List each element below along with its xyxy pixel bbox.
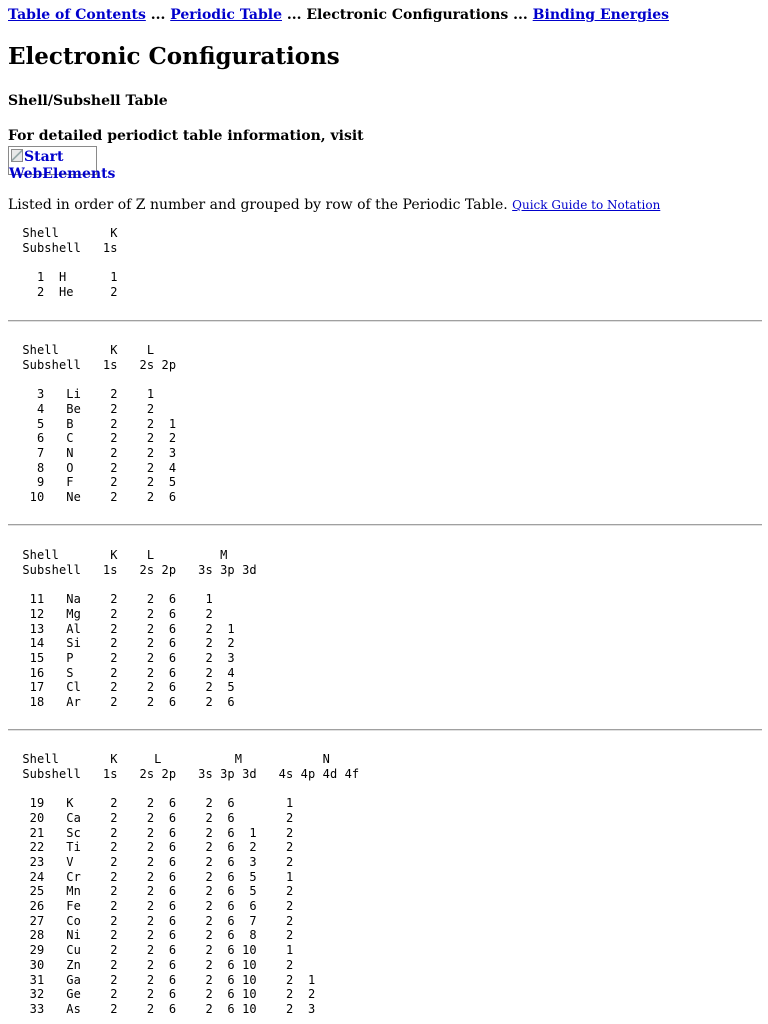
webelements-image-link[interactable] bbox=[8, 146, 116, 182]
element-row: 33 As 2 2 6 2 6 10 2 3 bbox=[15, 1001, 316, 1016]
breadcrumb-separator: ... bbox=[150, 7, 166, 23]
element-row: 6 C 2 2 2 bbox=[15, 431, 177, 446]
element-row: 19 K 2 2 6 2 6 1 bbox=[15, 796, 294, 811]
notation-guide-link[interactable]: Quick Guide to Notation bbox=[512, 198, 661, 212]
subshell-header: Subshell 1s bbox=[15, 240, 118, 255]
subshell-header: Subshell 1s 2s 2p 3s 3p 3d 4s 4p 4d 4f bbox=[15, 766, 360, 781]
element-row: 18 Ar 2 2 6 2 6 bbox=[15, 695, 235, 710]
element-row: 28 Ni 2 2 6 2 6 8 2 bbox=[15, 928, 294, 943]
element-row: 25 Mn 2 2 6 2 6 5 2 bbox=[15, 884, 294, 899]
element-row: 15 P 2 2 6 2 3 bbox=[15, 650, 235, 665]
element-row: 5 B 2 2 1 bbox=[15, 416, 177, 431]
element-row: 1 H 1 bbox=[15, 270, 118, 285]
section-divider bbox=[8, 729, 762, 731]
shell-header: Shell K bbox=[15, 226, 118, 240]
subshell-header: Subshell 1s 2s 2p bbox=[15, 357, 177, 372]
element-row: 27 Co 2 2 6 2 6 7 2 bbox=[15, 913, 294, 928]
element-row: 2 He 2 bbox=[15, 284, 118, 299]
element-row: 26 Fe 2 2 6 2 6 6 2 bbox=[15, 899, 294, 914]
element-row: 3 Li 2 1 bbox=[15, 387, 155, 402]
element-row: 20 Ca 2 2 6 2 6 2 bbox=[15, 810, 294, 825]
breadcrumb bbox=[8, 7, 669, 23]
element-row: 22 Ti 2 2 6 2 6 2 2 bbox=[15, 840, 294, 855]
page-subtitle: Shell/Subshell Table bbox=[8, 93, 168, 109]
element-row: 7 N 2 2 3 bbox=[15, 445, 177, 460]
page-title: Electronic Configurations bbox=[8, 43, 340, 70]
shell-header: Shell K L bbox=[15, 343, 155, 357]
element-row: 31 Ga 2 2 6 2 6 10 2 1 bbox=[15, 972, 316, 987]
broken-image-icon bbox=[11, 149, 23, 162]
webelements-image-alt[interactable]: Start WebElements bbox=[9, 149, 116, 182]
element-row: 29 Cu 2 2 6 2 6 10 1 bbox=[15, 943, 294, 958]
shell-table-row-2 bbox=[15, 343, 176, 505]
section-divider bbox=[8, 320, 762, 322]
breadcrumb-separator: ... bbox=[513, 7, 528, 23]
element-row: 32 Ge 2 2 6 2 6 10 2 2 bbox=[15, 987, 316, 1002]
table-of-contents-link[interactable]: Table of Contents bbox=[8, 7, 146, 23]
element-row: 14 Si 2 2 6 2 2 bbox=[15, 636, 235, 651]
element-row: 8 O 2 2 4 bbox=[15, 460, 177, 475]
element-row: 13 Al 2 2 6 2 1 bbox=[15, 621, 235, 636]
visit-text: For detailed periodict table information, visit bbox=[8, 128, 364, 144]
shell-header: Shell K L M bbox=[15, 548, 228, 562]
breadcrumb-separator: ... bbox=[286, 7, 302, 23]
element-row: 23 V 2 2 6 2 6 3 2 bbox=[15, 854, 294, 869]
breadcrumb-current: Electronic Configurations bbox=[306, 7, 509, 23]
shell-header: Shell K L M N bbox=[15, 752, 330, 766]
shell-table-row-4 bbox=[15, 752, 359, 1017]
section-divider bbox=[8, 524, 762, 526]
element-row: 12 Mg 2 2 6 2 bbox=[15, 606, 213, 621]
element-row: 21 Sc 2 2 6 2 6 1 2 bbox=[15, 825, 294, 840]
element-row: 11 Na 2 2 6 1 bbox=[15, 592, 213, 607]
shell-table-row-3 bbox=[15, 548, 257, 710]
periodic-table-link[interactable]: Periodic Table bbox=[170, 7, 282, 23]
element-row: 24 Cr 2 2 6 2 6 5 1 bbox=[15, 869, 294, 884]
subshell-header: Subshell 1s 2s 2p 3s 3p 3d bbox=[15, 562, 257, 577]
element-row: 16 S 2 2 6 2 4 bbox=[15, 665, 235, 680]
element-row: 9 F 2 2 5 bbox=[15, 475, 177, 490]
element-row: 30 Zn 2 2 6 2 6 10 2 bbox=[15, 957, 294, 972]
element-row: 4 Be 2 2 bbox=[15, 401, 155, 416]
element-row: 10 Ne 2 2 6 bbox=[15, 490, 177, 505]
shell-table-row-1 bbox=[15, 226, 118, 300]
intro-paragraph bbox=[8, 197, 660, 213]
element-row: 17 Cl 2 2 6 2 5 bbox=[15, 680, 235, 695]
binding-energies-link[interactable]: Binding Energies bbox=[532, 7, 669, 23]
intro-text: Listed in order of Z number and grouped by row of the Periodic Table. bbox=[8, 197, 508, 213]
